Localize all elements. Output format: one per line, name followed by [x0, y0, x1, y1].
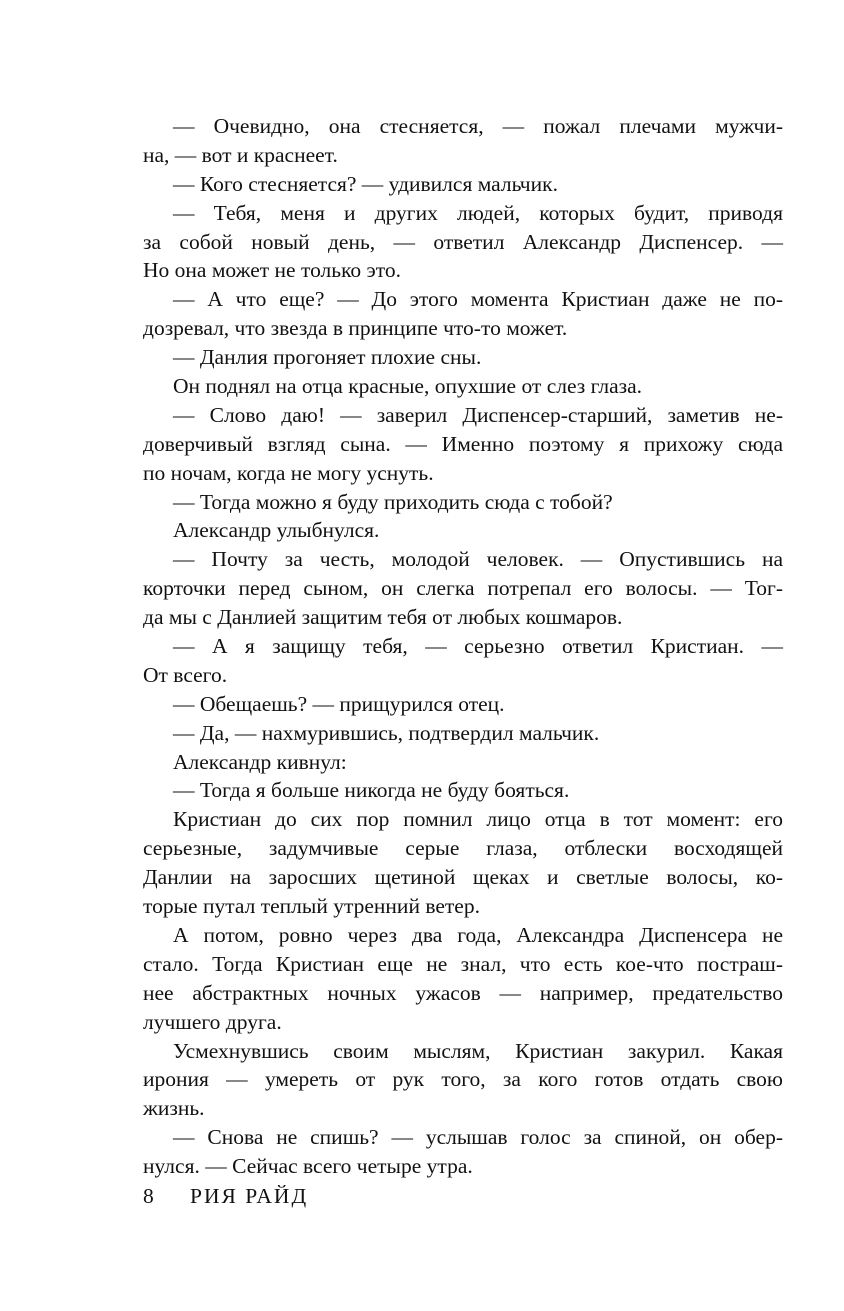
text-line: Он поднял на отца красные, опухшие от слез глаза. [173, 374, 643, 399]
paragraph [143, 776, 783, 805]
text-line: нее абстрактных ночных ужасов — например, предательство [143, 980, 783, 1005]
text-line: дозревал, что звезда в принципе что-то может. [143, 316, 568, 341]
text-line: ирония — умереть от рук того, за кого готов отдать свою [143, 1067, 783, 1092]
text-line: Данлии на заросших щетиной щеках и светлые волосы, ко- [143, 865, 783, 890]
paragraph [143, 690, 783, 719]
paragraph [143, 921, 783, 1037]
text-line: — Тогда можно я буду приходить сюда с тобой? [173, 489, 613, 514]
text-line: Александр кивнул: [173, 749, 347, 774]
page-footer [143, 1184, 308, 1209]
paragraph [143, 748, 783, 777]
paragraph [143, 632, 783, 690]
text-line: да мы с Данлией защитим тебя от любых кошмаров. [143, 605, 623, 630]
text-line: — Слово даю! — заверил Диспенсер-старший, заметив не- [173, 402, 783, 427]
text-line: — Кого стесняется? — удивился мальчик. [173, 171, 558, 196]
text-line: От всего. [143, 662, 228, 687]
paragraph [143, 488, 783, 517]
paragraph [143, 285, 783, 343]
text-line: жизнь. [143, 1096, 205, 1121]
text-line: — Снова не спишь? — услышав голос за спиной, он обер- [173, 1125, 783, 1150]
paragraph [143, 170, 783, 199]
paragraph [143, 199, 783, 286]
text-line: по ночам, когда не могу уснуть. [143, 460, 434, 485]
text-line: — А что еще? — До этого момента Кристиан даже не по- [173, 287, 783, 312]
text-line: торые путал теплый утренний ветер. [143, 894, 480, 919]
text-line: Кристиан до сих пор помнил лицо отца в тот момент: его [173, 807, 783, 832]
text-line: — А я защищу тебя, — серьезно ответил Кристиан. — [173, 634, 783, 659]
text-line: Александр улыбнулся. [173, 518, 380, 543]
paragraph [143, 1123, 783, 1181]
text-line: — Обещаешь? — прищурился отец. [173, 691, 505, 716]
text-line: — Почту за честь, молодой человек. — Опустившись на [173, 547, 783, 572]
text-line: стало. Тогда Кристиан еще не знал, что есть кое-что постраш- [143, 951, 783, 976]
paragraph [143, 401, 783, 488]
paragraph [143, 545, 783, 632]
paragraph [143, 343, 783, 372]
text-line: А потом, ровно через два года, Александра Диспенсера не [173, 922, 783, 947]
text-line: за собой новый день, — ответил Александр Диспенсер. — [143, 229, 783, 254]
text-line: — Данлия прогоняет плохие сны. [173, 345, 482, 370]
paragraph [143, 372, 783, 401]
text-line: серьезные, задумчивые серые глаза, отблески восходящей [143, 836, 783, 861]
page-body-text [143, 112, 783, 1181]
text-line: доверчивый взгляд сына. — Именно поэтому я прихожу сюда [143, 431, 783, 456]
text-line: корточки перед сыном, он слегка потрепал его волосы. — Тог- [143, 576, 783, 601]
paragraph [143, 805, 783, 921]
text-line: — Да, — нахмурившись, подтвердил мальчик. [173, 720, 600, 745]
text-line: — Очевидно, она стесняется, — пожал плечами мужчи- [173, 114, 783, 138]
text-line: на, — вот и краснеет. [143, 142, 338, 167]
paragraph [143, 516, 783, 545]
paragraph [143, 719, 783, 748]
running-author: РИЯ РАЙД [190, 1184, 309, 1208]
text-line: — Тогда я больше никогда не буду бояться. [173, 778, 570, 803]
text-line: нулся. — Сейчас всего четыре утра. [143, 1154, 473, 1179]
text-line: лучшего друга. [143, 1009, 282, 1034]
text-line: — Тебя, меня и других людей, которых будит, приводя [173, 200, 783, 225]
paragraph [143, 112, 783, 170]
page-number: 8 [143, 1184, 154, 1208]
text-line: Усмехнувшись своим мыслям, Кристиан закурил. Какая [173, 1038, 783, 1063]
text-line: Но она может не только это. [143, 258, 402, 283]
paragraph [143, 1037, 783, 1124]
